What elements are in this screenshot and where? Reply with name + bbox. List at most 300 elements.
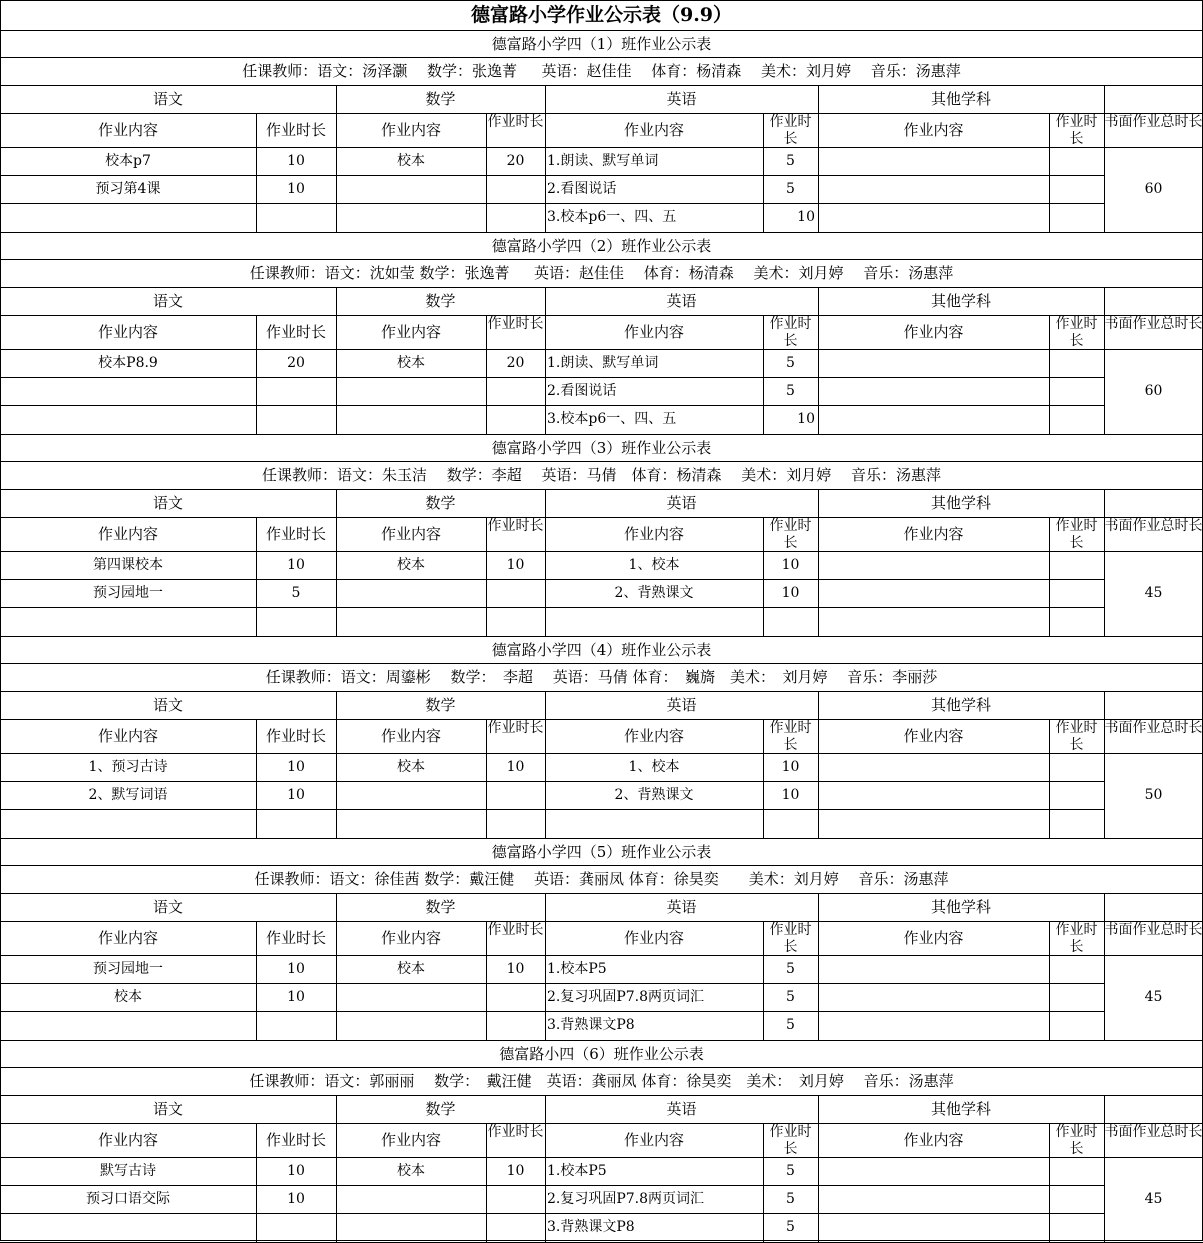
english-homework: 2.看图说话 — [547, 180, 617, 197]
grid-line-horizontal — [0, 719, 1203, 720]
other-duration — [1049, 203, 1104, 232]
english-duration: 10 — [797, 411, 815, 428]
column-header-duration: 作业时长 — [1055, 518, 1098, 551]
chinese-homework: 校本 — [114, 988, 142, 1005]
grid-line-vertical — [1104, 719, 1105, 838]
subject-header-math: 数学 — [425, 494, 456, 512]
other-homework — [818, 377, 1049, 405]
grid-line-vertical — [545, 921, 546, 1040]
column-header-content: 作业内容 — [903, 525, 964, 543]
grid-line-vertical — [256, 1123, 257, 1242]
math-duration: 10 — [506, 1162, 525, 1179]
teacher-list: 任课教师：语文：沈如莹 数学：张逸菁 英语：赵佳佳 体育：杨清森 美术：刘月婷 音乐：汤惠萍 — [249, 264, 954, 282]
chinese-homework: 2、默写词语 — [88, 786, 168, 803]
grid-line-vertical — [763, 315, 764, 434]
grid-line-vertical — [486, 517, 487, 636]
class-section-title: 德富路小学四（5）班作业公示表 — [491, 842, 712, 861]
grid-line-vertical — [545, 489, 546, 517]
grid-line-vertical — [545, 691, 546, 719]
grid-line-vertical — [486, 315, 487, 434]
subject-header-english: 英语 — [666, 90, 697, 108]
grid-line-vertical — [336, 1123, 337, 1242]
grid-line-vertical — [545, 85, 546, 113]
other-duration — [1049, 1213, 1104, 1242]
english-homework: 3.校本p6一、四、五 — [547, 411, 677, 428]
other-duration — [1049, 809, 1104, 838]
grid-line-horizontal — [0, 489, 1203, 490]
column-header-content: 作业内容 — [903, 1131, 964, 1149]
subject-header-math: 数学 — [425, 1100, 456, 1118]
chinese-duration: 20 — [287, 354, 305, 371]
grid-line-vertical — [336, 921, 337, 1040]
other-homework — [818, 983, 1049, 1011]
grid-line-vertical — [818, 893, 819, 921]
grid-line-horizontal — [0, 1185, 1104, 1186]
column-header-duration: 作业时长 — [487, 720, 544, 736]
grid-line-vertical — [818, 113, 819, 232]
column-header-content: 作业内容 — [623, 323, 684, 341]
grid-line-vertical — [545, 113, 546, 232]
chinese-homework — [0, 1011, 256, 1040]
column-header-total: 书面作业总时长 — [1104, 1124, 1203, 1140]
chinese-homework: 1、预习古诗 — [88, 758, 168, 775]
column-header-duration: 作业时长 — [769, 316, 812, 349]
column-header-duration: 作业时长 — [1055, 316, 1098, 349]
other-duration — [1049, 551, 1104, 579]
grid-line-vertical — [1104, 921, 1105, 1040]
grid-line-horizontal — [0, 57, 1203, 58]
math-homework: 校本 — [397, 556, 425, 573]
math-duration: 10 — [506, 556, 525, 573]
grid-line-vertical — [545, 315, 546, 434]
class-section-title: 德富路小学四（2）班作业公示表 — [491, 236, 712, 255]
other-homework — [818, 1213, 1049, 1242]
grid-line-horizontal — [0, 921, 1203, 922]
math-duration: 10 — [506, 758, 525, 775]
subject-header-other: 其他学科 — [930, 292, 991, 310]
english-homework: 1.校本P5 — [547, 960, 607, 977]
column-header-content: 作业内容 — [97, 727, 158, 745]
grid-line-vertical — [818, 287, 819, 315]
english-homework: 2.复习巩固P7.8两页词汇 — [547, 988, 705, 1005]
math-duration — [486, 1213, 545, 1242]
math-duration — [486, 983, 545, 1011]
column-header-duration: 作业时长 — [487, 114, 544, 130]
column-header-duration: 作业时长 — [265, 323, 326, 341]
subject-header-english: 英语 — [666, 292, 697, 310]
math-homework — [336, 1185, 486, 1213]
chinese-homework — [0, 607, 256, 636]
subject-header-chinese: 语文 — [152, 1100, 183, 1118]
math-homework — [336, 607, 486, 636]
english-duration: 5 — [786, 1017, 795, 1034]
total-written-duration: 50 — [1144, 787, 1163, 804]
class-section-title: 德富路小四（6）班作业公示表 — [499, 1044, 704, 1063]
grid-line-horizontal — [0, 147, 1203, 148]
math-homework: 校本 — [397, 354, 425, 371]
english-homework: 2、背熟课文 — [614, 786, 694, 803]
subject-header-chinese: 语文 — [152, 90, 183, 108]
math-homework — [336, 175, 486, 203]
grid-line-vertical — [1049, 315, 1050, 434]
grid-line-vertical — [1049, 517, 1050, 636]
english-duration: 10 — [781, 556, 800, 573]
grid-line-vertical — [336, 719, 337, 838]
other-duration — [1049, 955, 1104, 983]
subject-header-english: 英语 — [666, 494, 697, 512]
math-homework: 校本 — [397, 960, 425, 977]
english-duration: 5 — [786, 354, 795, 371]
teacher-list: 任课教师：语文：周鎏彬 数学： 李超 英语：马倩 体育： 巍旖 美术： 刘月婷 音乐：李丽莎 — [265, 668, 938, 686]
chinese-duration — [256, 809, 336, 838]
column-header-content: 作业内容 — [97, 929, 158, 947]
grid-line-vertical — [545, 1123, 546, 1242]
grid-line-vertical — [545, 287, 546, 315]
column-header-content: 作业内容 — [903, 929, 964, 947]
grid-line-horizontal — [0, 85, 1203, 86]
math-duration: 20 — [506, 354, 525, 371]
column-header-content: 作业内容 — [380, 121, 441, 139]
grid-line-horizontal — [0, 175, 1104, 176]
math-homework — [336, 203, 486, 232]
chinese-homework — [0, 809, 256, 838]
english-duration: 5 — [786, 152, 795, 169]
grid-line-horizontal — [0, 1067, 1203, 1068]
column-header-content: 作业内容 — [380, 929, 441, 947]
english-homework — [545, 809, 763, 838]
column-header-content: 作业内容 — [623, 121, 684, 139]
column-header-duration: 作业时长 — [487, 1124, 544, 1140]
grid-line-horizontal — [0, 315, 1203, 316]
other-duration — [1049, 1185, 1104, 1213]
math-duration: 20 — [506, 152, 525, 169]
grid-line-vertical — [1104, 85, 1105, 113]
grid-line-vertical — [256, 719, 257, 838]
grid-line-vertical — [1104, 315, 1105, 434]
grid-line-horizontal — [0, 259, 1203, 260]
class-section-title: 德富路小学四（4）班作业公示表 — [491, 640, 712, 659]
subject-header-math: 数学 — [425, 696, 456, 714]
subject-header-english: 英语 — [666, 696, 697, 714]
column-header-duration: 作业时长 — [769, 922, 812, 955]
column-header-content: 作业内容 — [380, 525, 441, 543]
total-written-duration: 45 — [1144, 989, 1163, 1006]
grid-line-vertical — [336, 85, 337, 113]
grid-line-horizontal — [0, 691, 1203, 692]
grid-line-vertical — [256, 113, 257, 232]
subject-header-math: 数学 — [425, 90, 456, 108]
grid-line-horizontal — [0, 955, 1203, 956]
subject-header-other: 其他学科 — [930, 696, 991, 714]
english-homework: 1、校本 — [628, 758, 680, 775]
grid-line-horizontal — [0, 232, 1203, 233]
subject-header-other: 其他学科 — [930, 1100, 991, 1118]
grid-line-vertical — [486, 921, 487, 1040]
grid-line-vertical — [1049, 921, 1050, 1040]
english-homework: 1、校本 — [628, 556, 680, 573]
grid-line-vertical — [336, 287, 337, 315]
column-header-total: 书面作业总时长 — [1104, 518, 1203, 534]
column-header-content: 作业内容 — [623, 727, 684, 745]
column-header-content: 作业内容 — [380, 727, 441, 745]
english-duration: 5 — [786, 1162, 795, 1179]
chinese-duration: 10 — [287, 1190, 305, 1207]
page-title: 德富路小学作业公示表（9.9） — [470, 3, 733, 26]
english-homework: 1.朗读、默写单词 — [547, 354, 659, 371]
english-duration: 5 — [786, 180, 795, 197]
column-header-total: 书面作业总时长 — [1104, 922, 1203, 938]
other-duration — [1049, 607, 1104, 636]
other-duration — [1049, 579, 1104, 607]
chinese-duration: 10 — [287, 960, 305, 977]
column-header-total: 书面作业总时长 — [1104, 720, 1203, 736]
math-duration — [486, 405, 545, 434]
math-homework — [336, 781, 486, 809]
grid-line-horizontal — [0, 607, 1104, 608]
grid-line-vertical — [1104, 893, 1105, 921]
grid-line-vertical — [1104, 691, 1105, 719]
grid-line-horizontal — [0, 579, 1104, 580]
column-header-duration: 作业时长 — [265, 727, 326, 745]
math-homework — [336, 405, 486, 434]
subject-header-other: 其他学科 — [930, 898, 991, 916]
column-header-duration: 作业时长 — [769, 114, 812, 147]
grid-line-vertical — [763, 719, 764, 838]
column-header-duration: 作业时长 — [769, 518, 812, 551]
grid-line-horizontal — [0, 461, 1203, 462]
grid-line-horizontal — [0, 663, 1203, 664]
chinese-homework — [0, 1213, 256, 1242]
column-header-content: 作业内容 — [903, 121, 964, 139]
english-homework: 3.背熟课文P8 — [547, 1219, 635, 1236]
other-duration — [1049, 377, 1104, 405]
grid-line-vertical — [336, 893, 337, 921]
grid-line-vertical — [336, 691, 337, 719]
grid-line-vertical — [818, 1123, 819, 1242]
column-header-content: 作业内容 — [97, 525, 158, 543]
chinese-homework — [0, 405, 256, 434]
grid-line-vertical — [1104, 517, 1105, 636]
grid-line-vertical — [818, 85, 819, 113]
grid-line-horizontal — [0, 1213, 1104, 1214]
chinese-homework: 第四课校本 — [93, 556, 163, 573]
column-header-content: 作业内容 — [903, 727, 964, 745]
grid-line-vertical — [256, 517, 257, 636]
grid-line-horizontal — [0, 1095, 1203, 1096]
grid-line-horizontal — [0, 349, 1203, 350]
grid-line-vertical — [545, 893, 546, 921]
subject-header-other: 其他学科 — [930, 494, 991, 512]
other-homework — [818, 551, 1049, 579]
subject-header-chinese: 语文 — [152, 898, 183, 916]
grid-line-vertical — [1104, 489, 1105, 517]
chinese-duration — [256, 607, 336, 636]
chinese-duration: 10 — [287, 556, 305, 573]
chinese-duration — [256, 1213, 336, 1242]
total-written-duration: 45 — [1144, 585, 1163, 602]
other-duration — [1049, 175, 1104, 203]
math-duration — [486, 175, 545, 203]
grid-line-horizontal — [0, 551, 1203, 552]
column-header-duration: 作业时长 — [769, 1124, 812, 1157]
grid-line-horizontal — [0, 287, 1203, 288]
grid-line-horizontal — [0, 517, 1203, 518]
grid-line-vertical — [818, 691, 819, 719]
grid-line-vertical — [1104, 113, 1105, 232]
other-homework — [818, 809, 1049, 838]
grid-line-horizontal — [0, 30, 1203, 31]
english-homework: 2、背熟课文 — [614, 584, 694, 601]
math-duration — [486, 781, 545, 809]
math-duration: 10 — [506, 960, 525, 977]
math-homework — [336, 377, 486, 405]
english-duration: 10 — [781, 786, 800, 803]
grid-line-vertical — [763, 921, 764, 1040]
column-header-duration: 作业时长 — [265, 525, 326, 543]
grid-line-vertical — [818, 315, 819, 434]
grid-line-vertical — [486, 113, 487, 232]
english-duration: 10 — [797, 209, 815, 226]
subject-header-english: 英语 — [666, 898, 697, 916]
grid-line-vertical — [1104, 1095, 1105, 1123]
math-homework: 校本 — [397, 1162, 425, 1179]
class-section-title: 德富路小学四（1）班作业公示表 — [491, 34, 712, 53]
subject-header-other: 其他学科 — [930, 90, 991, 108]
grid-line-horizontal — [0, 203, 1104, 204]
grid-line-vertical — [486, 719, 487, 838]
chinese-duration: 10 — [287, 152, 305, 169]
math-homework — [336, 1011, 486, 1040]
subject-header-chinese: 语文 — [152, 292, 183, 310]
subject-header-english: 英语 — [666, 1100, 697, 1118]
column-header-duration: 作业时长 — [265, 121, 326, 139]
grid-line-horizontal — [0, 893, 1203, 894]
column-header-duration: 作业时长 — [769, 720, 812, 753]
column-header-content: 作业内容 — [97, 121, 158, 139]
chinese-duration: 10 — [287, 786, 305, 803]
chinese-homework: 校本P8.9 — [98, 354, 158, 371]
grid-line-vertical — [818, 921, 819, 1040]
grid-line-vertical — [256, 315, 257, 434]
chinese-homework: 预习第4课 — [95, 180, 161, 197]
grid-line-vertical — [818, 489, 819, 517]
other-duration — [1049, 349, 1104, 377]
math-duration — [486, 1011, 545, 1040]
chinese-homework — [0, 203, 256, 232]
column-header-content: 作业内容 — [903, 323, 964, 341]
other-homework — [818, 781, 1049, 809]
other-duration — [1049, 1157, 1104, 1185]
grid-line-horizontal — [0, 377, 1104, 378]
english-duration — [763, 809, 818, 838]
other-homework — [818, 405, 1049, 434]
english-homework: 3.背熟课文P8 — [547, 1017, 635, 1034]
total-written-duration: 45 — [1144, 1191, 1163, 1208]
grid-line-vertical — [545, 517, 546, 636]
other-homework — [818, 1157, 1049, 1185]
other-duration — [1049, 753, 1104, 781]
grid-line-vertical — [256, 921, 257, 1040]
math-homework — [336, 1213, 486, 1242]
other-duration — [1049, 147, 1104, 175]
math-homework: 校本 — [397, 152, 425, 169]
english-duration: 10 — [781, 584, 800, 601]
other-homework — [818, 1011, 1049, 1040]
other-homework — [818, 753, 1049, 781]
english-homework: 2.看图说话 — [547, 382, 617, 399]
grid-line-horizontal — [0, 865, 1203, 866]
other-homework — [818, 607, 1049, 636]
english-duration: 5 — [786, 988, 795, 1005]
subject-header-chinese: 语文 — [152, 696, 183, 714]
column-header-duration: 作业时长 — [1055, 114, 1098, 147]
column-header-content: 作业内容 — [623, 929, 684, 947]
other-duration — [1049, 983, 1104, 1011]
grid-line-vertical — [545, 719, 546, 838]
grid-line-horizontal — [0, 405, 1104, 406]
grid-line-vertical — [763, 517, 764, 636]
column-header-duration: 作业时长 — [265, 929, 326, 947]
teacher-list: 任课教师：语文：郭丽丽 数学： 戴汪健 英语：龚丽凤 体育：徐昊奕 美术： 刘月婷 音乐：汤惠萍 — [249, 1072, 954, 1090]
math-duration — [486, 579, 545, 607]
teacher-list: 任课教师：语文：朱玉洁 数学：李超 英语：马倩 体育：杨清森 美术：刘月婷 音乐：汤惠萍 — [261, 466, 942, 484]
other-homework — [818, 175, 1049, 203]
grid-line-vertical — [1049, 113, 1050, 232]
other-duration — [1049, 781, 1104, 809]
grid-line-horizontal — [0, 113, 1203, 114]
grid-line-horizontal — [0, 434, 1203, 435]
other-homework — [818, 349, 1049, 377]
other-homework — [818, 955, 1049, 983]
math-homework — [336, 579, 486, 607]
chinese-duration: 10 — [287, 988, 305, 1005]
math-duration — [486, 203, 545, 232]
grid-line-vertical — [1049, 719, 1050, 838]
chinese-homework: 预习园地一 — [93, 584, 163, 601]
subject-header-math: 数学 — [425, 898, 456, 916]
grid-line-horizontal — [0, 781, 1104, 782]
grid-line-vertical — [818, 1095, 819, 1123]
english-duration: 5 — [786, 1190, 795, 1207]
grid-line-horizontal — [0, 809, 1104, 810]
column-header-duration: 作业时长 — [1055, 922, 1098, 955]
grid-line-horizontal — [0, 753, 1203, 754]
column-header-duration: 作业时长 — [487, 518, 544, 534]
grid-line-vertical — [486, 1123, 487, 1242]
column-header-content: 作业内容 — [97, 1131, 158, 1149]
grid-line-horizontal — [0, 838, 1203, 839]
english-homework — [545, 607, 763, 636]
grid-line-vertical — [1049, 1123, 1050, 1242]
grid-line-vertical — [1104, 287, 1105, 315]
other-homework — [818, 579, 1049, 607]
grid-line-horizontal — [0, 1157, 1203, 1158]
chinese-homework: 预习园地一 — [93, 960, 163, 977]
column-header-content: 作业内容 — [380, 1131, 441, 1149]
column-header-duration: 作业时长 — [265, 1131, 326, 1149]
grid-line-horizontal — [0, 636, 1203, 637]
math-duration — [486, 377, 545, 405]
math-duration — [486, 809, 545, 838]
grid-line-vertical — [818, 719, 819, 838]
english-homework: 1.校本P5 — [547, 1162, 607, 1179]
column-header-total: 书面作业总时长 — [1104, 316, 1203, 332]
class-section-title: 德富路小学四（3）班作业公示表 — [491, 438, 712, 457]
column-header-total: 书面作业总时长 — [1104, 114, 1203, 130]
subject-header-math: 数学 — [425, 292, 456, 310]
math-duration — [486, 607, 545, 636]
column-header-content: 作业内容 — [623, 1131, 684, 1149]
